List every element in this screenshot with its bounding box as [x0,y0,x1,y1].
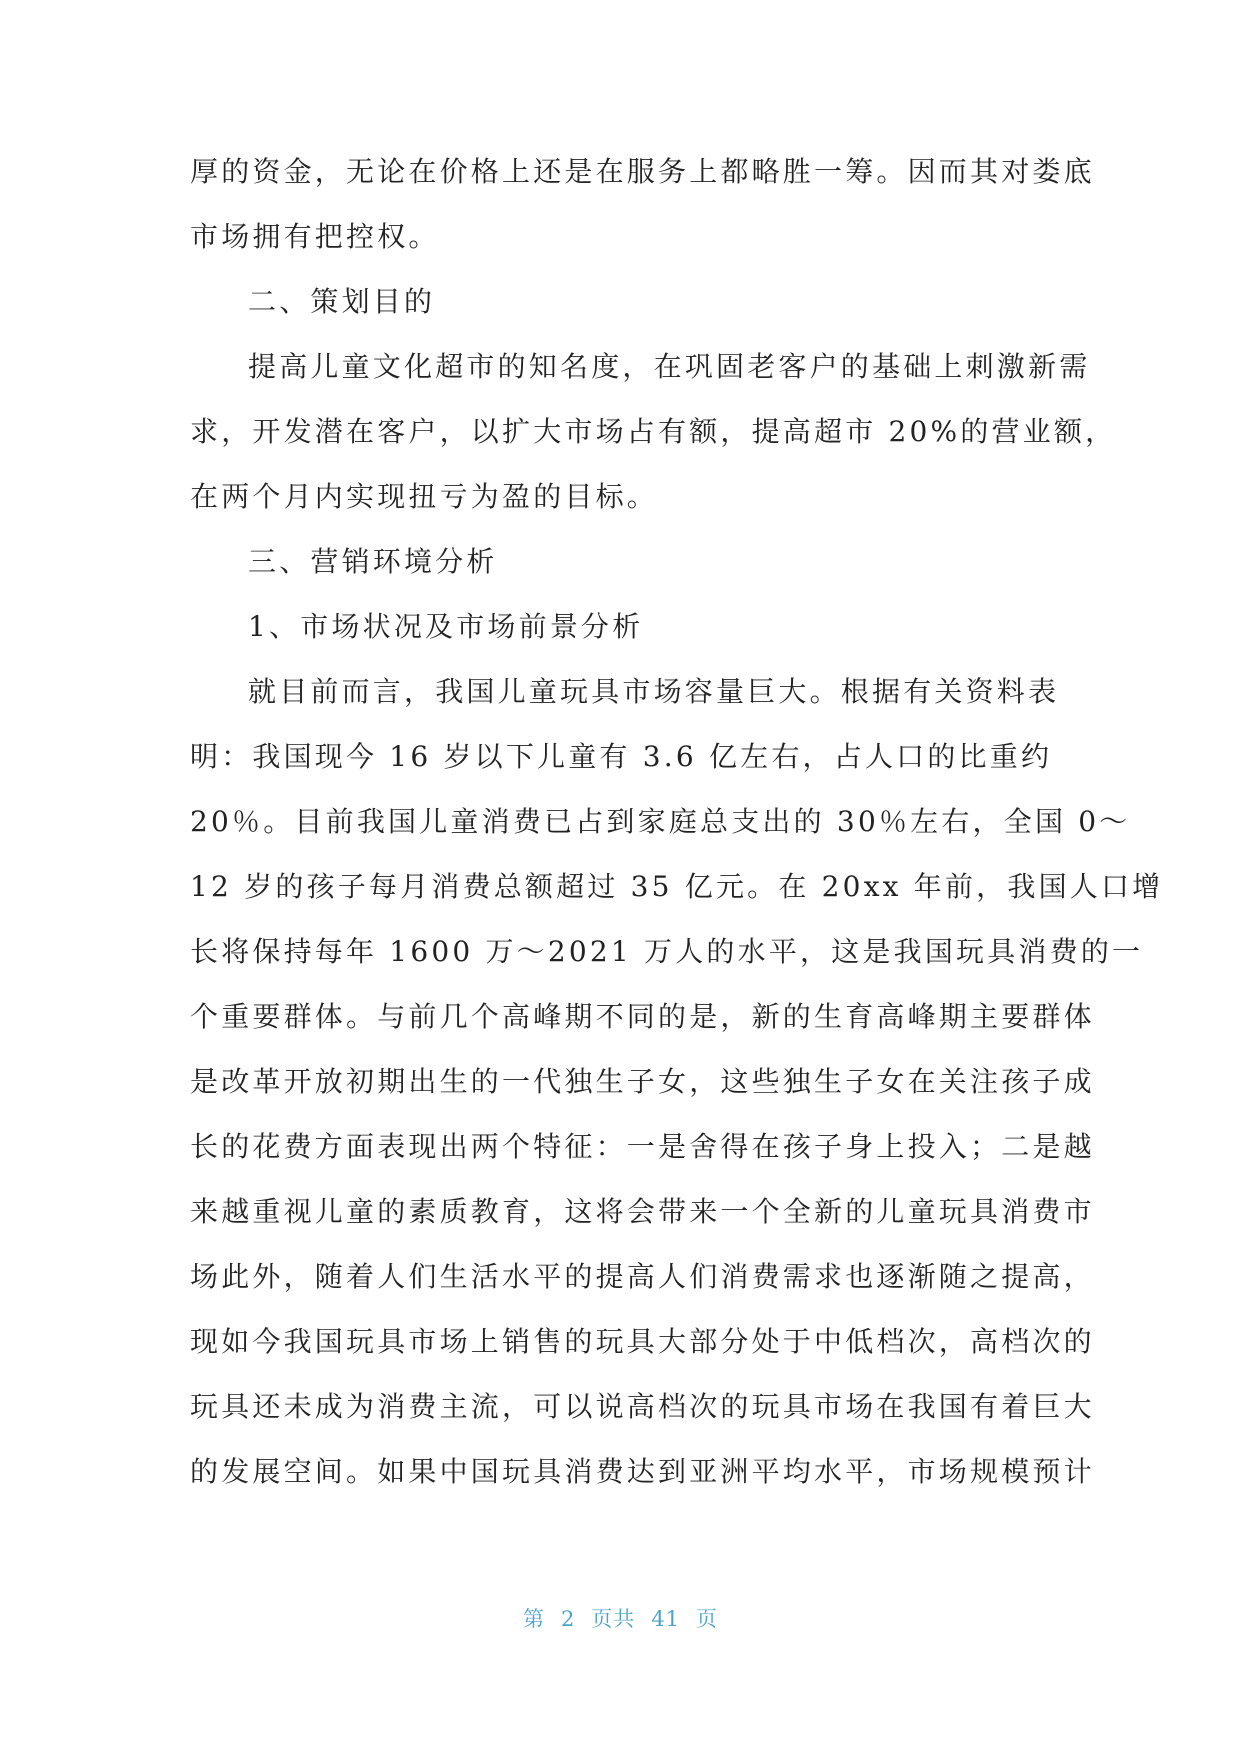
footer-suffix: 页 [696,1607,719,1631]
current-page-number: 2 [560,1607,576,1631]
paragraph-line: 的发展空间。如果中国玩具消费达到亚洲平均水平，市场规模预计 [190,1455,1095,1488]
document-body [190,152,1164,1517]
total-page-count: 41 [651,1607,681,1631]
paragraph-line: 是改革开放初期出生的一代独生子女，这些独生子女在关注孩子成 [190,1065,1095,1098]
paragraph-line: 长将保持每年 1600 万～2021 万人的水平，这是我国玩具消费的一 [190,935,1144,968]
paragraph-line: 场此外，随着人们生活水平的提高人们消费需求也逐渐随之提高， [190,1260,1095,1293]
footer-middle: 页共 [591,1607,636,1631]
paragraph-line: 来越重视儿童的素质教育，这将会带来一个全新的儿童玩具消费市 [190,1195,1095,1228]
paragraph-line: 玩具还未成为消费主流，可以说高档次的玩具市场在我国有着巨大 [190,1390,1095,1423]
paragraph-line: 个重要群体。与前几个高峰期不同的是，新的生育高峰期主要群体 [190,1000,1095,1033]
section-heading: 三、营销环境分析 [248,545,498,578]
subsection-heading: 1、市场状况及市场前景分析 [248,610,644,643]
paragraph-line: 现如今我国玩具市场上销售的玩具大部分处于中低档次，高档次的 [190,1325,1095,1358]
page-footer [0,1603,1241,1633]
paragraph-line: 长的花费方面表现出两个特征：一是舍得在孩子身上投入；二是越 [190,1130,1095,1163]
paragraph-line: 就目前而言，我国儿童玩具市场容量巨大。根据有关资料表 [248,675,1060,708]
paragraph-line: 市场拥有把控权。 [190,220,440,253]
footer-prefix: 第 [522,1607,545,1631]
paragraph-line: 在两个月内实现扭亏为盈的目标。 [190,480,659,513]
paragraph-line: 20％。目前我国儿童消费已占到家庭总支出的 30％左右，全国 0～ [190,805,1131,838]
paragraph-line: 求，开发潜在客户，以扩大市场占有额，提高超市 20%的营业额， [190,415,1117,448]
paragraph-line: 12 岁的孩子每月消费总额超过 35 亿元。在 20xx 年前，我国人口增 [190,870,1164,903]
paragraph-line: 厚的资金，无论在价格上还是在服务上都略胜一筹。因而其对娄底 [190,155,1095,188]
paragraph-line: 提高儿童文化超市的知名度，在巩固老客户的基础上刺激新需 [248,350,1091,383]
section-heading: 二、策划目的 [248,285,436,318]
paragraph-line: 明：我国现今 16 岁以下儿童有 3.6 亿左右，占人口的比重约 [190,740,1053,773]
